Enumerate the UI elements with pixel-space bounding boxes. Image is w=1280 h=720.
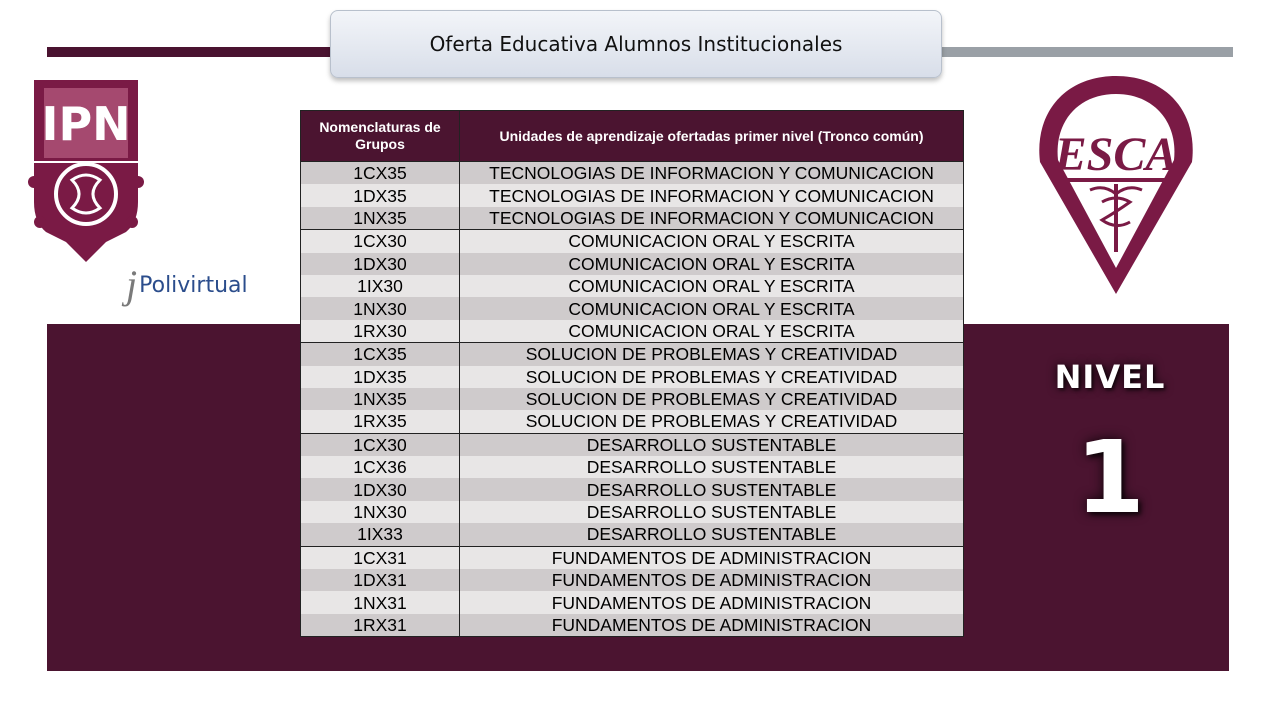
table-row [301,320,964,343]
table-row [301,366,964,388]
header-bar-right [930,47,1233,57]
unit-cell: FUNDAMENTOS DE ADMINISTRACION [460,546,964,569]
group-cell: 1RX31 [301,614,460,637]
unit-cell: COMUNICACION ORAL Y ESCRITA [460,230,964,253]
unit-cell: SOLUCION DE PROBLEMAS Y CREATIVIDAD [460,388,964,410]
group-cell: 1CX35 [301,162,460,185]
page-title: Oferta Educativa Alumnos Institucionales [330,10,942,78]
unit-cell: COMUNICACION ORAL Y ESCRITA [460,275,964,297]
unit-cell: FUNDAMENTOS DE ADMINISTRACION [460,591,964,613]
ipn-logo [26,62,146,272]
table-row [301,184,964,206]
unit-cell: TECNOLOGIAS DE INFORMACION Y COMUNICACION [460,184,964,206]
unit-cell: TECNOLOGIAS DE INFORMACION Y COMUNICACION [460,162,964,185]
unit-cell: FUNDAMENTOS DE ADMINISTRACION [460,614,964,637]
group-cell: 1DX31 [301,569,460,591]
group-cell: 1CX30 [301,230,460,253]
group-cell: 1CX36 [301,456,460,478]
offer-table [300,110,964,637]
unit-cell: SOLUCION DE PROBLEMAS Y CREATIVIDAD [460,343,964,366]
unit-cell: DESARROLLO SUSTENTABLE [460,501,964,523]
unit-cell: DESARROLLO SUSTENTABLE [460,456,964,478]
table-row [301,433,964,456]
table-row [301,591,964,613]
group-cell: 1DX35 [301,366,460,388]
table-row [301,410,964,433]
group-cell: 1NX35 [301,388,460,410]
table-row [301,523,964,546]
polivirtual-logo: j Polivirtual [126,262,248,307]
unit-cell: SOLUCION DE PROBLEMAS Y CREATIVIDAD [460,410,964,433]
table-row [301,343,964,366]
unit-cell: FUNDAMENTOS DE ADMINISTRACION [460,569,964,591]
header-bar-left [47,47,347,57]
group-cell: 1CX35 [301,343,460,366]
unit-cell: COMUNICACION ORAL Y ESCRITA [460,320,964,343]
table-row [301,546,964,569]
table-row [301,162,964,185]
unit-cell: COMUNICACION ORAL Y ESCRITA [460,253,964,275]
unit-cell: TECNOLOGIAS DE INFORMACION Y COMUNICACION [460,207,964,230]
group-cell: 1IX30 [301,275,460,297]
unit-cell: COMUNICACION ORAL Y ESCRITA [460,297,964,319]
unit-cell: DESARROLLO SUSTENTABLE [460,433,964,456]
header-groups: Nomenclaturas de Grupos [301,111,460,162]
group-cell: 1DX30 [301,478,460,500]
polivirtual-j-icon: j [126,262,138,307]
group-cell: 1NX30 [301,297,460,319]
table-row [301,478,964,500]
group-cell: 1DX35 [301,184,460,206]
group-cell: 1IX33 [301,523,460,546]
unit-cell: SOLUCION DE PROBLEMAS Y CREATIVIDAD [460,366,964,388]
table-row [301,207,964,230]
group-cell: 1NX31 [301,591,460,613]
group-cell: 1CX30 [301,433,460,456]
table-row [301,253,964,275]
level-label: NIVEL [1054,358,1166,396]
group-cell: 1RX30 [301,320,460,343]
svg-text:ESCA: ESCA [1054,128,1178,181]
group-cell: 1DX30 [301,253,460,275]
group-cell: 1RX35 [301,410,460,433]
table-header-row [301,111,964,162]
table-row [301,297,964,319]
group-cell: 1NX35 [301,207,460,230]
table-row [301,388,964,410]
esca-logo [1030,72,1202,298]
group-cell: 1NX30 [301,501,460,523]
group-cell: 1CX31 [301,546,460,569]
table-row [301,230,964,253]
unit-cell: DESARROLLO SUSTENTABLE [460,478,964,500]
level-number: 1 [1075,419,1145,536]
table-row [301,501,964,523]
table-row [301,275,964,297]
table-row [301,614,964,637]
table-row [301,456,964,478]
unit-cell: DESARROLLO SUSTENTABLE [460,523,964,546]
header-units: Unidades de aprendizaje ofertadas primer nivel (Tronco común) [460,111,964,162]
table-row [301,569,964,591]
svg-text:IPN: IPN [41,97,131,151]
